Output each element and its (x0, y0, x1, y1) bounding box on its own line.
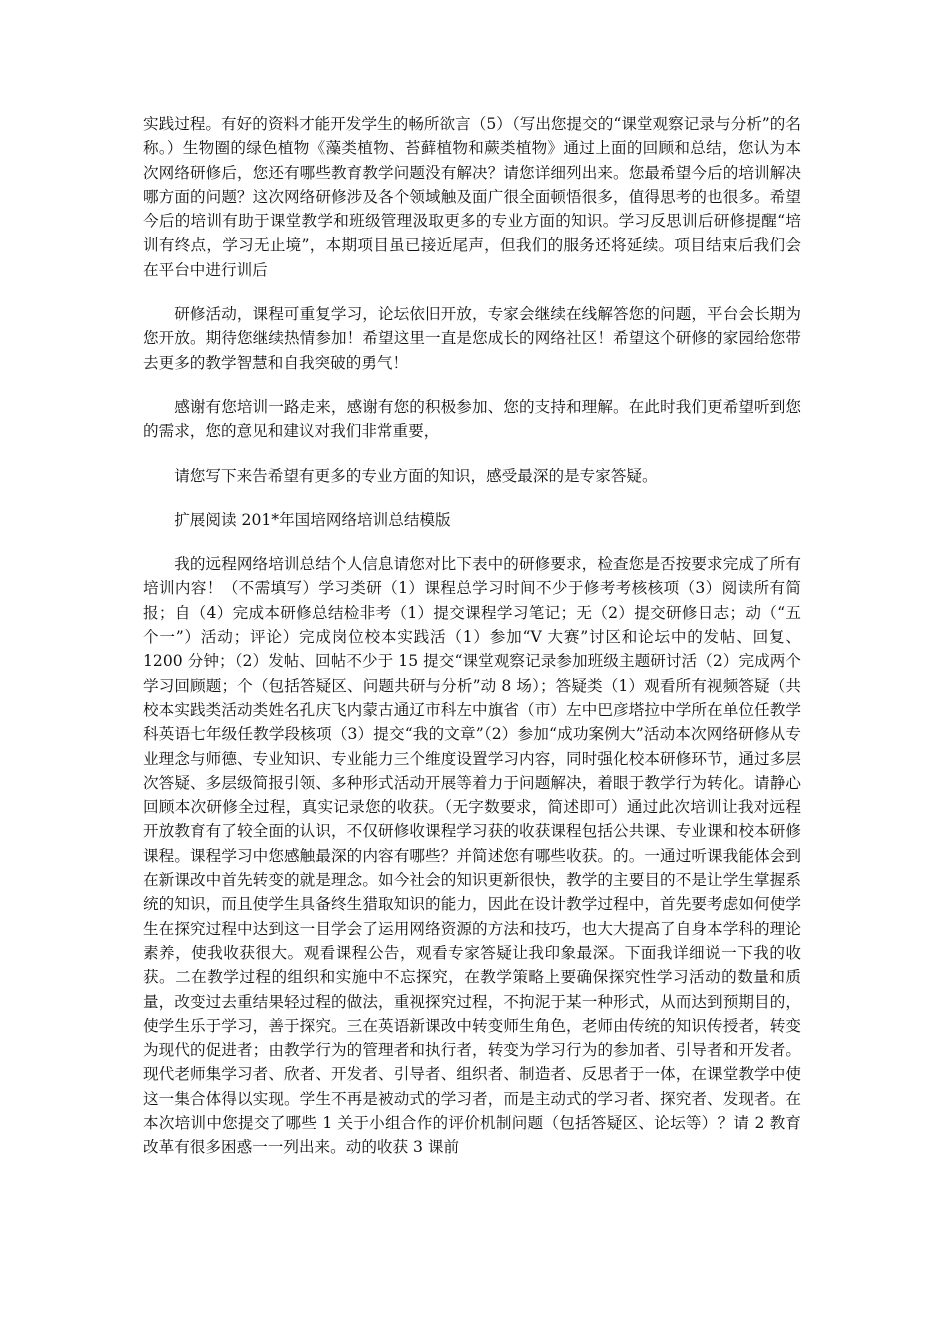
document-page (143, 112, 801, 1180)
paragraph-request: 请您写下来告希望有更多的专业方面的知识，感受最深的是专家答疑。 (174, 466, 658, 485)
paragraph-training-summary: 我的远程网络培训总结个人信息请您对比下表中的研修要求，检查您是否按要求完成了所有培训内容！（不需填写）学习类研（1）课程总学习时间不少于修考考核核项（3）阅读所有简报；自（4）完成本研修总结检非考（1）提交课程学习笔记；无（2）提交研修日志；动（“五个一”）活动；评论）完成岗位校本实践活（1）参加“V 大赛”讨区和论坛中的发帖、回复、1200 分钟；（2）发帖、回帖不少于 15 提交“课堂观察记录参加班级主题研讨活（2）完成两个学习回顾题；个（包括答疑区、问题共研与分析”动 8 场）；答疑类（1）观看所有视频答疑（共校本实践类活动类姓名孔庆飞内蒙古通辽市科左中旗省（市）左中巴彦塔拉中学所在单位任教学科英语七年级任教学段核项（3）提交“我的文章”（2）参加“成功案例大”活动本次网络研修从专业理念与师德、专业知识、专业能力三个维度设置学习内容，同时强化校本研修环节，通过多层次答疑、多层级简报引领、多种形式活动开展等着力于问题解决，着眼于教学行为转化。请静心回顾本次研修全过程，真实记录您的收获。（无字数要求，简述即可）通过此次培训让我对远程开放教育有了较全面的认识，不仅研修收课程学习获的收获课程包括公共课、专业课和校本研修课程。课程学习中您感触最深的内容有哪些？并简述您有哪些收获。的。一通过听课我能体会到在新课改中首先转变的就是理念。如今社会的知识更新很快，教学的主要目的不是让学生掌握系统的知识，而且使学生具备终生猎取知识的能力，因此在设计教学过程中，首先要考虑如何使学生在探究过程中达到这一目学会了运用网络资源的方法和技巧，也大大提高了自身本学科的理论素养，使我收获很大。观看课程公告，观看专家答疑让我印象最深。下面我详细说一下我的收获。二在教学过程的组织和实施中不忘探究，在教学策略上要确保探究性学习活动的数量和质量，改变过去重结果轻过程的做法，重视探究过程，不拘泥于某一种形式，从而达到预期目的，使学生乐于学习，善于探究。三在英语新课改中转变师生角色，老师由传统的知识传授者，转变为现代的促进者；由教学行为的管理者和执行者，转变为学习行为的参加者、引导者和开发者。现代老师集学习者、欣者、开发者、引导者、组织者、制造者、反思者于一体，在课堂教学中使这一集合体得以实现。学生不再是被动式的学习者，而是主动式的学习者、探究者、发现者。在本次培训中您提交了哪些 1 关于小组合作的评价机制问题（包括答疑区、论坛等）？请 2 教育改革有很多困惑一一列出来。动的收获 3 课前 (143, 555, 801, 1157)
paragraph-thanks: 感谢有您培训一路走来，感谢有您的积极参加、您的支持和理解。在此时我们更希望听到您的需求，您的意见和建议对我们非常重要， (143, 397, 801, 441)
extended-reading-heading: 扩展阅读 201*年国培网络培训总结模版 (174, 510, 451, 529)
paragraph-continuation: 实践过程。有好的资料才能开发学生的畅所欲言（5）（写出您提交的“课堂观察记录与分析”的名称。）生物圈的绿色植物《藻类植物、苔藓植物和蕨类植物》通过上面的回顾和总结，您认为本次网络研修后，您还有哪些教育教学问题没有解决？请您详细列出来。您最希望今后的培训解决哪方面的问题？这次网络研修涉及各个领域触及面广很全面顿悟很多，值得思考的也很多。希望今后的培训有助于课堂教学和班级管理汲取更多的专业方面的知识。学习反思训后研修提醒“培训有终点，学习无止境”，本期项目虽已接近尾声，但我们的服务还将延续。项目结束后我们会在平台中进行训后 (143, 115, 801, 279)
paragraph-post-training: 研修活动，课程可重复学习，论坛依旧开放，专家会继续在线解答您的问题，平台会长期为您开放。期待您继续热情参加！希望这里一直是您成长的网络社区！希望这个研修的家园给您带去更多的教学智慧和自我突破的勇气！ (143, 305, 801, 372)
